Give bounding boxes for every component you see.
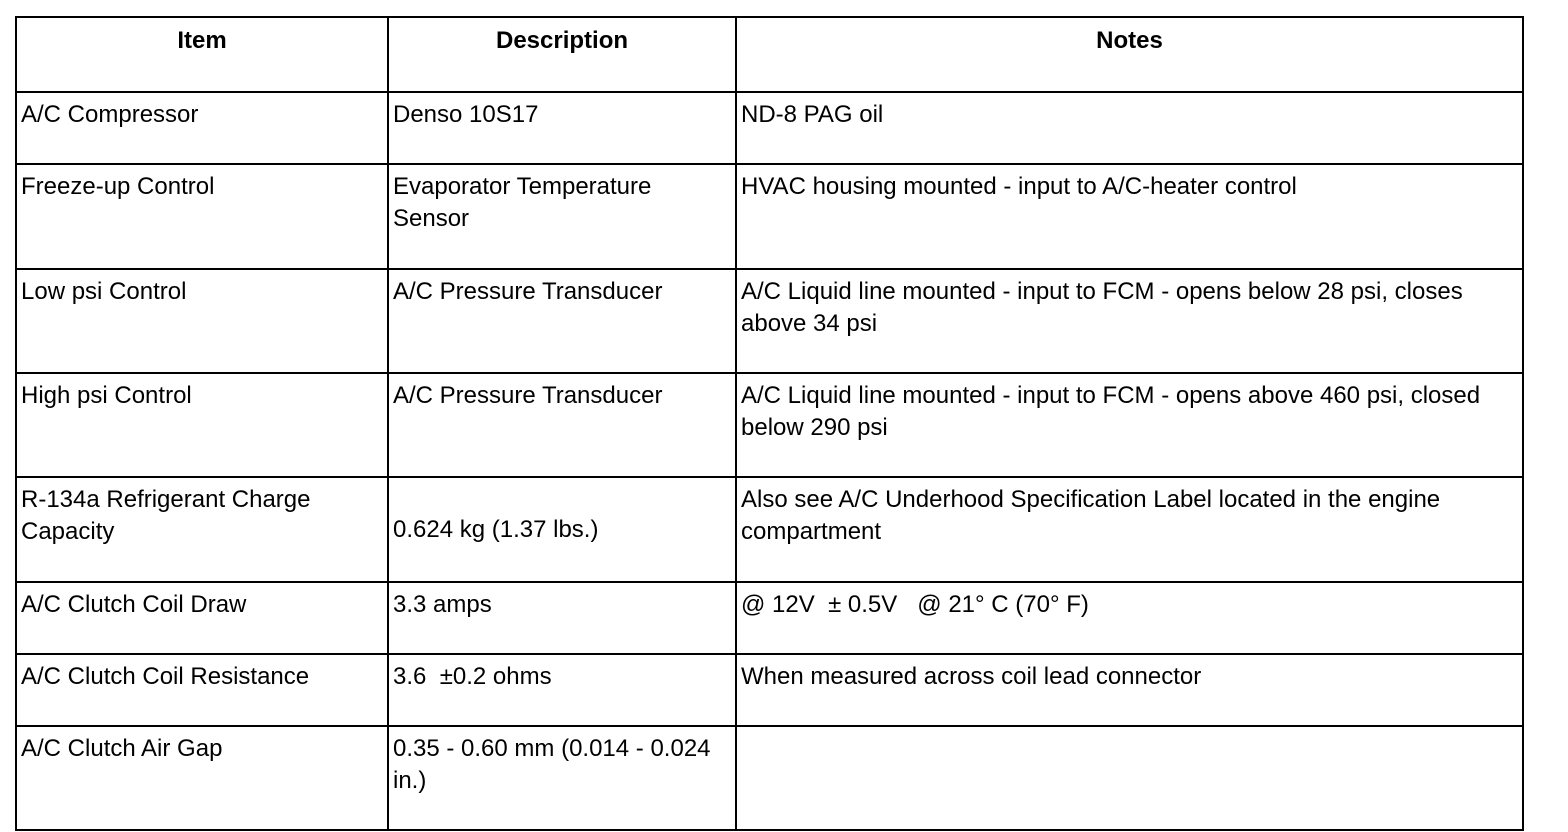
- cell-item: Freeze-up Control: [16, 164, 388, 269]
- cell-notes: HVAC housing mounted - input to A/C-heater control: [736, 164, 1523, 269]
- cell-notes: Also see A/C Underhood Specification Label located in the engine compartment: [736, 477, 1523, 582]
- cell-notes: ND-8 PAG oil: [736, 92, 1523, 164]
- column-header-item: Item: [16, 17, 388, 92]
- cell-description: A/C Pressure Transducer: [388, 269, 736, 373]
- cell-description: Denso 10S17: [388, 92, 736, 164]
- cell-notes: A/C Liquid line mounted - input to FCM - opens below 28 psi, closes above 34 psi: [736, 269, 1523, 373]
- header-row: [16, 17, 1523, 92]
- cell-item: A/C Clutch Coil Resistance: [16, 654, 388, 726]
- cell-notes: A/C Liquid line mounted - input to FCM - opens above 460 psi, closed below 290 psi: [736, 373, 1523, 477]
- column-header-description: Description: [388, 17, 736, 92]
- cell-description: 0.35 - 0.60 mm (0.014 - 0.024 in.): [388, 726, 736, 830]
- cell-item: R-134a Refrigerant Charge Capacity: [16, 477, 388, 582]
- table-row: [16, 269, 1523, 373]
- table-row: [16, 654, 1523, 726]
- table-row: [16, 92, 1523, 164]
- cell-description: A/C Pressure Transducer: [388, 373, 736, 477]
- table-row: [16, 582, 1523, 654]
- table-row: [16, 477, 1523, 582]
- table-row: [16, 373, 1523, 477]
- cell-description: 0.624 kg (1.37 lbs.): [388, 477, 736, 582]
- specification-table: [15, 16, 1524, 831]
- column-header-notes: Notes: [736, 17, 1523, 92]
- cell-item: A/C Clutch Coil Draw: [16, 582, 388, 654]
- cell-notes: @ 12V ± 0.5V @ 21° C (70° F): [736, 582, 1523, 654]
- table-header: [16, 17, 1523, 92]
- cell-notes: [736, 726, 1523, 830]
- cell-description: 3.3 amps: [388, 582, 736, 654]
- cell-item: A/C Compressor: [16, 92, 388, 164]
- cell-notes: When measured across coil lead connector: [736, 654, 1523, 726]
- cell-description: 3.6 ±0.2 ohms: [388, 654, 736, 726]
- cell-item: Low psi Control: [16, 269, 388, 373]
- cell-item: A/C Clutch Air Gap: [16, 726, 388, 830]
- cell-description: Evaporator Temperature Sensor: [388, 164, 736, 269]
- table-row: [16, 726, 1523, 830]
- table-row: [16, 164, 1523, 269]
- table-body: [16, 92, 1523, 830]
- cell-item: High psi Control: [16, 373, 388, 477]
